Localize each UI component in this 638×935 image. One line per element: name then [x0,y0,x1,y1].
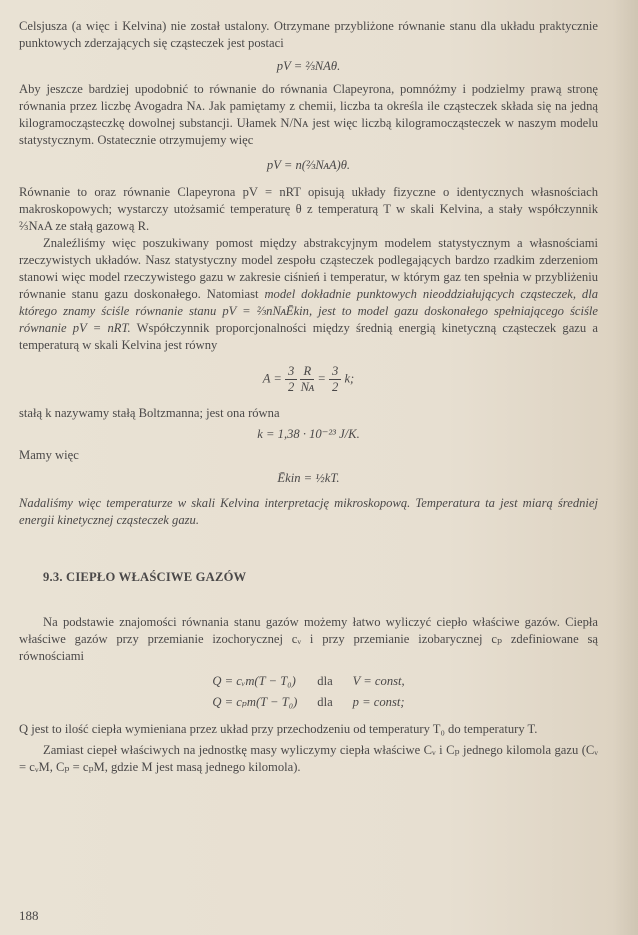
equation-5: Ēkin = ½kT. [277,471,340,485]
paragraph-2: Aby jeszcze bardziej upodobnić to równanie do równania Clapeyrona, pomnóżmy i podzielmy prawą stronę równania przez liczbę Avogadra Nᴀ. Jak pamiętamy z chemii, liczba ta określa ile cząsteczek składa się na jedną kilogramocząsteczkę dowolnej substancji. Ułamek N/Nᴀ jest więc liczbą kilogramocząsteczek w naszym modelu statystycznym. Ostatecznie otrzymujemy więc [19,82,598,147]
equation-4: k = 1,38 · 10⁻²³ J/K. [257,427,360,441]
paragraph-4-text-a: Znaleźliśmy więc poszukiwany pomost między abstrakcyjnym modelem statystycznym a własnościami rzeczywistych układów. Nasz statystyczny model zespołu cząsteczek podlegających bardzo rzadkim zderzeniom stanowi więc model rzeczywistego gazu w zakresie ciśnień i temperatur, w którym gaz ten spełnia w przybliżeniu równanie stanu gazu doskonałego. Natomiast [19,236,598,301]
eq3-f2-denominator: Nᴀ [300,380,315,394]
eq3-f1-denominator: 2 [288,380,295,394]
equation-6 [202,671,414,692]
eq3-f2-numerator: R [300,364,314,380]
eq3-lhs: A = [262,371,282,386]
eq3-fraction-3 [329,364,341,395]
eq3-f3-numerator: 3 [329,364,341,380]
paragraph-3: Równanie to oraz równanie Clapeyrona pV = nRT opisują układy fizyczne o identycznych własnościach makroskopowych; wystarczy utożsamić temperaturę θ z temperaturą T w skali Kelvina, a stały współczynnik ⅔NᴀA ze stałą gazową R. [19,185,598,233]
eq7-cond: dla [317,695,333,709]
paragraph-7: Nadaliśmy więc temperaturze w skali Kelvina interpretację mikroskopową. Temperatura ta jest miarą średniej energii kinetycznej cząsteczek gazu. [19,496,598,527]
equation-1: pV = ⅔NAθ. [276,59,341,73]
eq6-cond: dla [317,674,333,688]
equation-group [202,671,414,713]
paragraph-6: Mamy więc [19,448,79,462]
eq3-fraction-1 [285,364,297,395]
eq6-rhs: V = const, [352,674,405,688]
paragraph-10: Zamiast ciepeł właściwych na jednostkę masy wyliczymy ciepła właściwe Cᵥ i Cₚ jednego kilomola gazu (Cᵥ = cᵥM, Cₚ = cₚM, gdzie M jest masą jednego kilomola). [19,743,598,774]
eq3-f1-numerator: 3 [285,364,297,380]
equation-3 [19,364,598,395]
paragraph-4-italic: model dokładnie punktowych nieoddziałujących cząsteczek, dla którego znamy ściśle równanie stanu pV = ⅔nNᴀĒkin, jest to model gazu doskonałego spełniającego ściśle równanie pV = nRT. [19,287,598,335]
eq7-lhs: Q = cₚm(T − T₀) [212,695,298,709]
eq3-f3-denominator: 2 [332,380,339,394]
eq7-rhs: p = const; [352,695,405,709]
paragraph-8: Na podstawie znajomości równania stanu gazów możemy łatwo wyliczyć ciepło właściwe gazów. Ciepła właściwe gazów przy przemianie izochorycznej cᵥ i przy przemianie izobarycznej cₚ zdefiniowane są równościami [19,615,598,663]
eq6-lhs: Q = cᵥm(T − T₀) [212,674,296,688]
paragraph-5: stałą k nazywamy stałą Boltzmanna; jest ona równa [19,406,280,420]
paragraph-4-text-b: Współczynnik proporcjonalności między średnią energią kinetyczną cząsteczek gazu a temperaturą w skali Kelvina jest równy [19,321,598,352]
eq3-fraction-2 [300,364,314,395]
paragraph-4 [19,235,598,354]
text-column [19,18,598,776]
page-number: 188 [19,908,39,923]
paragraph-9: Q jest to ilość ciepła wymieniana przez układ przy przechodzeniu od temperatury T₀ do temperatury T. [19,722,538,736]
eq3-equals: = [317,371,326,386]
eq3-tail: k; [344,371,355,386]
paragraph-1: Celsjusza (a więc i Kelvina) nie został ustalony. Otrzymane przybliżone równanie stanu dla układu praktycznie punktowych zderzających się cząsteczek jest postaci [19,19,598,50]
equation-7 [202,692,414,713]
equation-2: pV = n(⅔NᴀA)θ. [266,158,351,172]
section-heading: 9.3. CIEPŁO WŁAŚCIWE GAZÓW [43,570,247,584]
